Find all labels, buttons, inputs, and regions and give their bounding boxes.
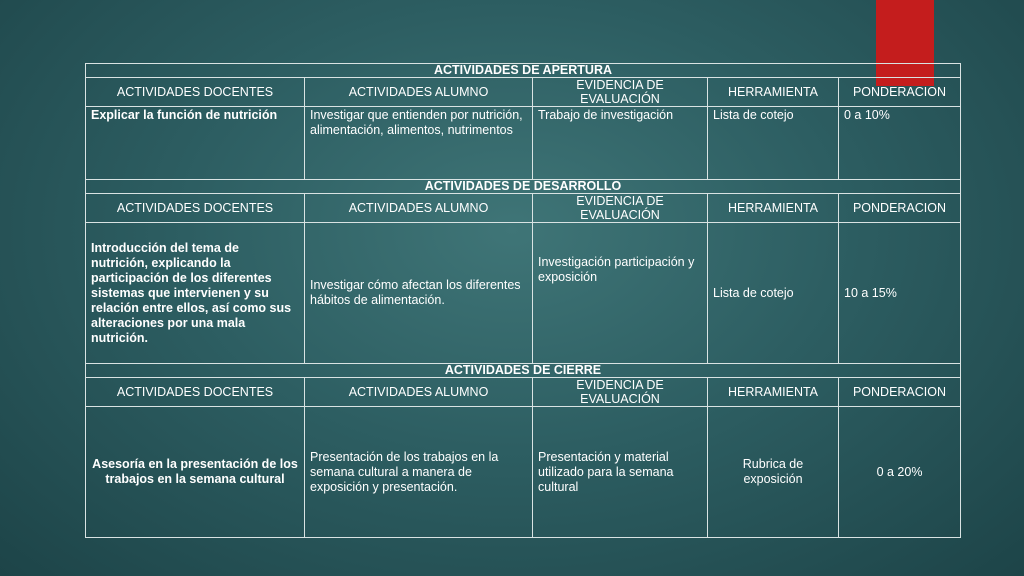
table-row [86,107,961,180]
cell-docentes: Introducción del tema de nutrición, explicando la participación de los diferentes sistemas que intervienen y su relación entre ellos, así como sus alteraciones por una mala nutrición. [86,223,305,364]
header-alumno: ACTIVIDADES ALUMNO [305,78,533,107]
header-herramienta: HERRAMIENTA [708,78,839,107]
activities-table [85,63,961,538]
cell-herramienta: Lista de cotejo [708,223,839,364]
section-title-apertura: ACTIVIDADES DE APERTURA [86,64,961,78]
cell-herramienta: Lista de cotejo [708,107,839,180]
section-row-apertura [86,64,961,78]
cell-herramienta: Rubrica de exposición [708,407,839,538]
section-title-cierre: ACTIVIDADES DE CIERRE [86,364,961,378]
header-herramienta: HERRAMIENTA [708,378,839,407]
header-row [86,378,961,407]
table-row [86,407,961,538]
header-docentes: ACTIVIDADES DOCENTES [86,78,305,107]
header-alumno: ACTIVIDADES ALUMNO [305,194,533,223]
header-evidencia: EVIDENCIA DE EVALUACIÓN [533,194,708,223]
section-title-desarrollo: ACTIVIDADES DE DESARROLLO [86,180,961,194]
header-ponderacion: PONDERACION [839,194,961,223]
header-alumno: ACTIVIDADES ALUMNO [305,378,533,407]
cell-alumno: Investigar cómo afectan los diferentes hábitos de alimentación. [305,223,533,364]
section-row-desarrollo [86,180,961,194]
header-docentes: ACTIVIDADES DOCENTES [86,378,305,407]
header-ponderacion: PONDERACION [839,378,961,407]
cell-alumno: Investigar que entienden por nutrición, alimentación, alimentos, nutrimentos [305,107,533,180]
table-row [86,223,961,364]
header-docentes: ACTIVIDADES DOCENTES [86,194,305,223]
cell-docentes: Explicar la función de nutrición [86,107,305,180]
cell-ponderacion: 0 a 10% [839,107,961,180]
cell-alumno: Presentación de los trabajos en la semana cultural a manera de exposición y presentación. [305,407,533,538]
header-herramienta: HERRAMIENTA [708,194,839,223]
cell-evidencia: Presentación y material utilizado para la semana cultural [533,407,708,538]
header-ponderacion: PONDERACION [839,78,961,107]
header-evidencia: EVIDENCIA DE EVALUACIÓN [533,78,708,107]
header-evidencia: EVIDENCIA DE EVALUACIÓN [533,378,708,407]
cell-evidencia: Investigación participación y exposición [533,223,708,364]
cell-ponderacion: 10 a 15% [839,223,961,364]
cell-docentes: Asesoría en la presentación de los trabajos en la semana cultural [86,407,305,538]
cell-ponderacion: 0 a 20% [839,407,961,538]
header-row [86,194,961,223]
section-row-cierre [86,364,961,378]
cell-evidencia: Trabajo de investigación [533,107,708,180]
header-row [86,78,961,107]
